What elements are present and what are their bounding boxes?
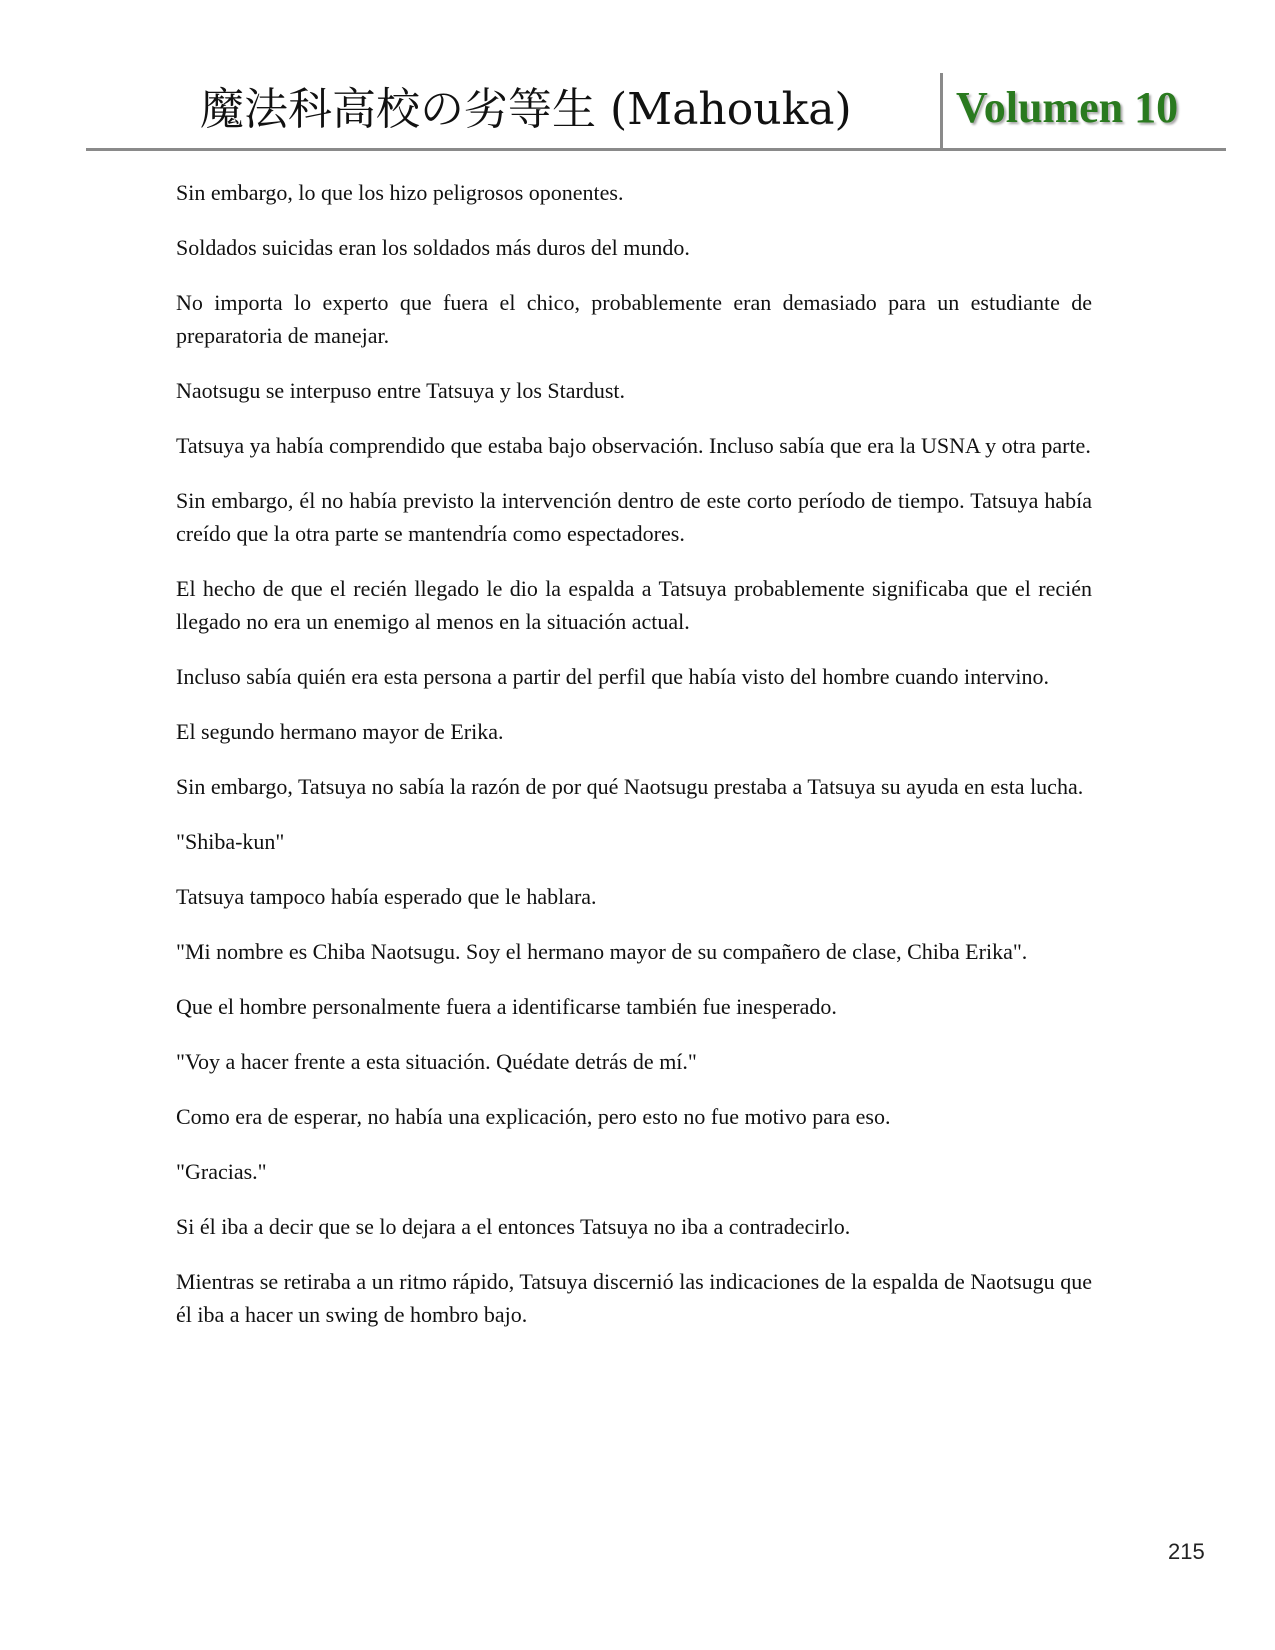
paragraph: Soldados suicidas eran los soldados más duros del mundo. [176, 235, 690, 260]
body-text [176, 176, 1092, 1353]
paragraph: "Gracias." [176, 1159, 267, 1184]
paragraph: No importa lo experto que fuera el chico, probablemente eran demasiado para un estudiante de preparatoria de manejar. [176, 290, 1092, 348]
page-number: 215 [1168, 1539, 1205, 1564]
header-divider-horizontal [86, 148, 1226, 151]
paragraph: "Voy a hacer frente a esta situación. Quédate detrás de mí." [176, 1049, 697, 1074]
paragraph: El segundo hermano mayor de Erika. [176, 719, 504, 744]
paragraph: Mientras se retiraba a un ritmo rápido, Tatsuya discernió las indicaciones de la espalda de Naotsugu que él iba a hacer un swing de hombro bajo. [176, 1269, 1092, 1327]
paragraph: Tatsuya tampoco había esperado que le hablara. [176, 884, 597, 909]
paragraph: "Shiba-kun" [176, 829, 285, 854]
paragraph: El hecho de que el recién llegado le dio la espalda a Tatsuya probablemente significaba que el recién llegado no era un enemigo al menos en la situación actual. [176, 576, 1092, 634]
paragraph: Naotsugu se interpuso entre Tatsuya y los Stardust. [176, 378, 625, 403]
paragraph: Incluso sabía quién era esta persona a partir del perfil que había visto del hombre cuando intervino. [176, 664, 1049, 689]
paragraph: Que el hombre personalmente fuera a identificarse también fue inesperado. [176, 994, 837, 1019]
paragraph: Como era de esperar, no había una explicación, pero esto no fue motivo para eso. [176, 1104, 891, 1129]
paragraph: Si él iba a decir que se lo dejara a el entonces Tatsuya no iba a contradecirlo. [176, 1214, 851, 1239]
paragraph: Sin embargo, lo que los hizo peligrosos oponentes. [176, 180, 624, 205]
paragraph: Sin embargo, él no había previsto la intervención dentro de este corto período de tiempo. Tatsuya había creído que la otra parte se mantendría como espectadores. [176, 488, 1092, 546]
paragraph: "Mi nombre es Chiba Naotsugu. Soy el hermano mayor de su compañero de clase, Chiba Erika". [176, 939, 1028, 964]
header-divider-vertical [940, 73, 943, 150]
book-title: 魔法科高校の劣等生 (Mahouka) [200, 84, 852, 135]
volume-label: Volumen 10 [956, 83, 1179, 132]
paragraph: Sin embargo, Tatsuya no sabía la razón de por qué Naotsugu prestaba a Tatsuya su ayuda en esta lucha. [176, 774, 1084, 799]
paragraph: Tatsuya ya había comprendido que estaba bajo observación. Incluso sabía que era la USNA y otra parte. [176, 433, 1091, 458]
page-header [0, 0, 1275, 160]
